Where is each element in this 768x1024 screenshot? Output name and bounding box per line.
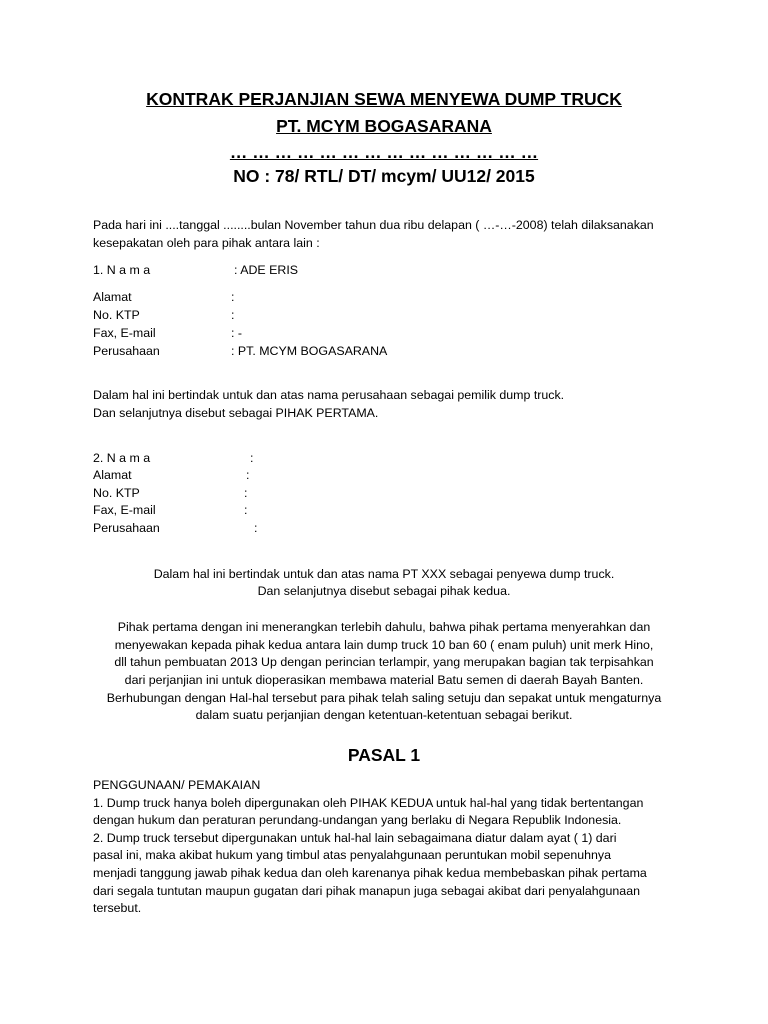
- pasal-1-line: 2. Dump truck tersebut dipergunakan untuk hal-hal lain sebagaimana diatur dalam ayat ( 1) dari: [93, 831, 617, 845]
- pasal-1-subtitle: PENGGUNAAN/ PEMAKAIAN: [93, 778, 261, 792]
- intro-line-1: Pada hari ini ....tanggal ........bulan November tahun dua ribu delapan ( …-…-2008) telah dilaksanakan: [93, 218, 654, 232]
- party1-name-label: 1. N a m a: [93, 263, 151, 277]
- statement-line: menyewakan kepada pihak kedua antara lain dump truck 10 ban 60 ( enam puluh) unit merk Hino,: [114, 638, 654, 652]
- pasal-1-line: tersebut.: [93, 901, 142, 915]
- pasal-1-line: menjadi tanggung jawab pihak kedua dan oleh karenanya pihak kedua membebaskan pihak pertama: [93, 866, 647, 880]
- pasal-1-line: pasal ini, maka akibat hukum yang timbul atas penyalahgunaan peruntukan mobil sepenuhnya: [93, 848, 611, 862]
- party1-role-line-1: Dalam hal ini bertindak untuk dan atas nama perusahaan sebagai pemilik dump truck.: [93, 388, 565, 402]
- intro-line-2: kesepakatan oleh para pihak antara lain :: [93, 236, 320, 250]
- pasal-1-line: dari segala tuntutan maupun gugatan dari pihak manapun juga sebagai akibat dari penyalahgunaan: [93, 884, 640, 898]
- party1-address-value: :: [231, 290, 235, 304]
- statement-line: dari perjanjian ini untuk dioperasikan membawa material Batu semen di daerah Bayah Banten.: [124, 673, 644, 687]
- pasal-1-line: dengan hukum dan peraturan perundang-undangan yang berlaku di Negara Republik Indonesia.: [93, 813, 622, 827]
- party2-fax-value: :: [244, 503, 248, 517]
- party1-fax-value: : -: [231, 326, 243, 340]
- dotted-line: … … … … … … … … … … … … … …: [229, 142, 539, 162]
- pasal-1-title: PASAL 1: [347, 745, 421, 765]
- statement-line: dll tahun pembuatan 2013 Up dengan perincian terlampir, yang merupakan bagian tak terpisahkan: [114, 655, 654, 669]
- party1-role-line-2: Dan selanjutnya disebut sebagai PIHAK PERTAMA.: [93, 406, 379, 420]
- party2-name-label: 2. N a m a: [93, 451, 151, 465]
- contract-title: KONTRAK PERJANJIAN SEWA MENYEWA DUMP TRUCK: [146, 89, 622, 109]
- party1-ktp-label: No. KTP: [93, 308, 140, 322]
- party2-ktp-label: No. KTP: [93, 486, 140, 500]
- party1-ktp-value: :: [231, 308, 235, 322]
- statement-line: Berhubungan dengan Hal-hal tersebut para pihak telah saling setuju dan sepakat untuk mengaturnya: [106, 691, 662, 705]
- statement-line: dalam suatu perjanjian dengan ketentuan-ketentuan sebagai berikut.: [195, 708, 573, 722]
- party2-company-label: Perusahaan: [93, 521, 160, 535]
- party2-company-value: :: [254, 521, 258, 535]
- party2-fax-label: Fax, E-mail: [93, 503, 156, 517]
- party2-role-line-1: Dalam hal ini bertindak untuk dan atas nama PT XXX sebagai penyewa dump truck.: [153, 567, 615, 581]
- statement-line: Pihak pertama dengan ini menerangkan terlebih dahulu, bahwa pihak pertama menyerahkan dan: [117, 620, 651, 634]
- pasal-1-line: 1. Dump truck hanya boleh dipergunakan oleh PIHAK KEDUA untuk hal-hal yang tidak bertentangan: [93, 796, 644, 810]
- party1-company-value: : PT. MCYM BOGASARANA: [231, 344, 388, 358]
- party2-name-value: :: [250, 451, 254, 465]
- party1-company-label: Perusahaan: [93, 344, 160, 358]
- party1-address-label: Alamat: [93, 290, 132, 304]
- party2-role-line-2: Dan selanjutnya disebut sebagai pihak kedua.: [257, 584, 511, 598]
- party2-address-label: Alamat: [93, 468, 132, 482]
- company-heading: PT. MCYM BOGASARANA: [276, 116, 492, 136]
- party1-name-value: : ADE ERIS: [234, 263, 299, 277]
- party2-address-value: :: [246, 468, 250, 482]
- party1-fax-label: Fax, E-mail: [93, 326, 156, 340]
- party2-ktp-value: :: [244, 486, 248, 500]
- contract-number: NO : 78/ RTL/ DT/ mcym/ UU12/ 2015: [233, 166, 535, 186]
